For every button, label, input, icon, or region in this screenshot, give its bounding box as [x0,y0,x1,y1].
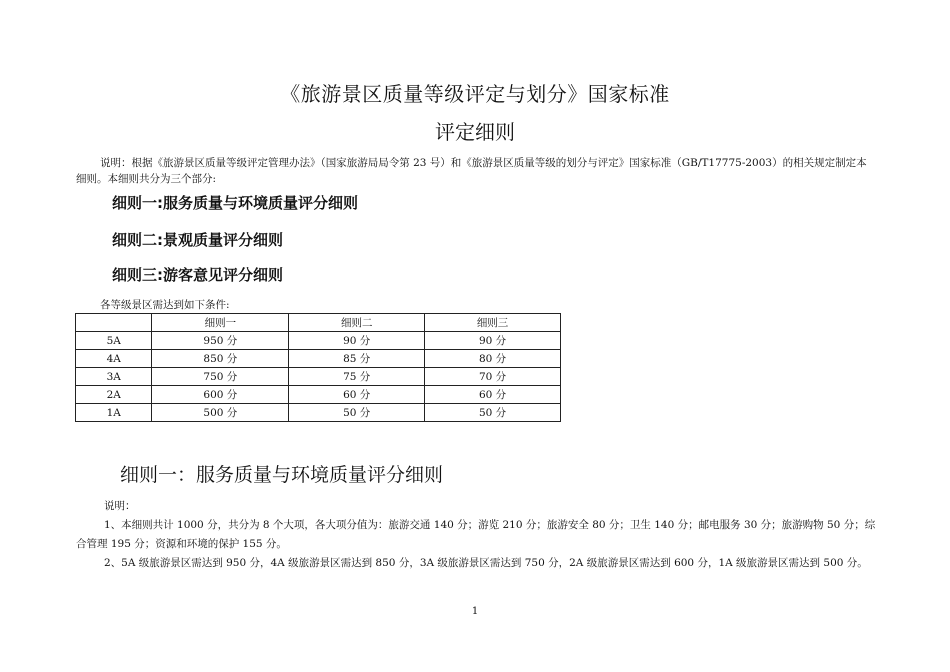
table-cell: 850 分 [152,350,289,368]
document-title: 《旅游景区质量等级评定与划分》国家标准 [280,82,670,106]
document-subtitle: 评定细则 [435,120,515,144]
table-cell: 90 分 [289,332,425,350]
page-number: 1 [471,606,479,617]
table-row [76,386,561,404]
table-cell: 85 分 [289,350,425,368]
table-cell: 60 分 [289,386,425,404]
note-paragraph-2: 2、5A 级旅游景区需达到 950 分，4A 级旅游景区需达到 850 分，3A 级旅游景区需达到 750 分，2A 级旅游景区需达到 600 分，1A 级旅游景区需达到 500 分。 [104,557,868,569]
table-cell: 2A [76,386,152,404]
table-cell: 60 分 [425,386,561,404]
table-header-cell: 细则一 [152,314,289,332]
table-cell: 70 分 [425,368,561,386]
table-row [76,368,561,386]
note-label: 说明： [104,500,136,512]
requirement-intro: 各等级景区需达到如下条件: [100,299,230,311]
intro-paragraph: 说明：根据《旅游景区质量等级评定管理办法》（国家旅游局局令第 23 号）和《旅游景区质量等级的划分与评定》国家标准（GB/T17775-2003）的相关规定制定本细则。本细则共分为三个部分: [76,157,867,185]
table-cell: 80 分 [425,350,561,368]
table-cell: 950 分 [152,332,289,350]
table-cell: 750 分 [152,368,289,386]
grade-requirements-table [75,313,561,422]
table-cell: 50 分 [289,404,425,422]
table-cell: 5A [76,332,152,350]
table-cell: 50 分 [425,404,561,422]
table-row [76,404,561,422]
table-cell: 90 分 [425,332,561,350]
note-paragraph-1: 1、本细则共计 1000 分，共分为 8 个大项，各大项分值为：旅游交通 140 分；游览 210 分；旅游安全 80 分；卫生 140 分；邮电服务 30 分；旅游购物 50 分；综合管理 195 分；资源和环境的保护 155 分。 [76,519,876,550]
section-title: 细则一：服务质量与环境质量评分细则 [120,464,444,486]
part-heading-3: 细则三:游客意见评分细则 [112,266,283,284]
table-cell: 500 分 [152,404,289,422]
table-row [76,332,561,350]
part-heading-2: 细则二:景观质量评分细则 [112,231,283,249]
table-cell: 600 分 [152,386,289,404]
table-row [76,350,561,368]
table-header-cell: 细则三 [425,314,561,332]
table-cell: 75 分 [289,368,425,386]
table-cell: 3A [76,368,152,386]
part-heading-1: 细则一:服务质量与环境质量评分细则 [112,194,359,212]
table-header-cell [76,314,152,332]
table-cell: 4A [76,350,152,368]
table-header-row [76,314,561,332]
table-header-cell: 细则二 [289,314,425,332]
table-cell: 1A [76,404,152,422]
